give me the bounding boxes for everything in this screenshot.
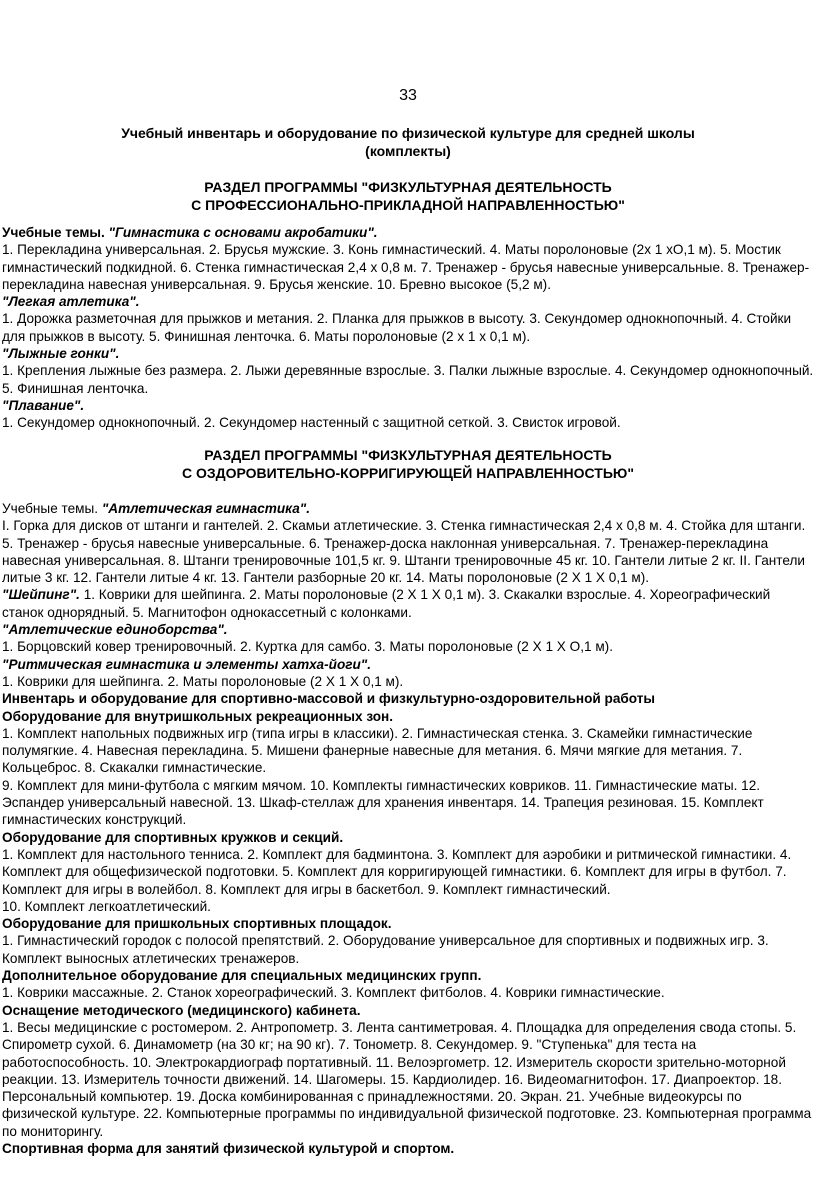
mass-work-heading: Инвентарь и оборудование для спортивно-массовой и физкультурно-оздоровительной работы [2,691,656,707]
themes-label: Учебные темы. [2,501,102,516]
medical-groups-items: 1. Коврики массажные. 2. Станок хореографический. 3. Комплект фитболов. 4. Коврики гимнастические. [2,985,665,1001]
section-1-heading-line-1: РАЗДЕЛ ПРОГРАММЫ "ФИЗКУЛЬТУРНАЯ ДЕЯТЕЛЬНОСТЬ [204,179,612,195]
combat-title: "Атлетические единоборства". [2,622,228,638]
shaping-title: "Шейпинг". [2,587,80,603]
shaping-theme [2,586,814,621]
medical-groups-heading: Дополнительное оборудование для специальных медицинских групп. [2,968,482,984]
section-2-heading [20,446,796,482]
section-1-body [2,224,814,432]
page-number: 33 [399,87,417,104]
cabinet-items: 1. Весы медицинские с ростомером. 2. Антропометр. 3. Лента сантиметровая. 4. Площадка для определения свода стопы. 5. Спирометр сухой. 6. Динамометр (на 30 кг; на 90 кг). 7. Тонометр. 8. Секундомер. 9. "Ступенька" для теста на работоспособность. 10. Электрокардиограф портативный. 11. Велоэргометр. 12. Измеритель скорости зрительно-моторной реакции. 13. Измеритель точности движений. 14. Шагомеры. 15. Кардиолидер. 16. Видеомагнитофон. 17. Диапроектор. 18. Персональный компьютер. 19. Доска комбинированная с принадлежностями. 20. Экран. 21. Учебные видеокурсы по физической культуре. 22. Компьютерные программы по индивидуальной физической подготовке. 23. Компьютерная программа по мониторингу. [2,1019,812,1139]
athletics-title: "Легкая атлетика". [2,294,140,310]
section-2-body [2,500,814,1157]
uniform-heading: Спортивная форма для занятий физической культурой и спортом. [2,1140,455,1156]
athletic-gym-title: "Атлетическая гимнастика". [101,501,311,516]
section-1-heading [20,178,796,214]
grounds-heading: Оборудование для пришкольных спортивных площадок. [2,916,392,932]
clubs-items-1: 1. Комплект для настольного тенниса. 2. Комплект для бадминтона. 3. Комплект для аэробики и ритмической гимнастики. 4. Комплект для общефизической подготовки. 5. Комплект для корригирующей гимнастики. 6. Комплект для игры в футбол. 7. Комплект для игры в волейбол. 8. Комплект для игры в баскетбол. 9. Комплект гимнастический. [2,846,792,897]
rhythm-items: 1. Коврики для шейпинга. 2. Маты поролоновые (2 Х 1 Х 0,1 м). [2,673,404,689]
document-title-line-1: Учебный инвентарь и оборудование по физической культуре для средней школы [121,125,695,141]
ski-items: 1. Крепления лыжные без размера. 2. Лыжи деревянные взрослые. 3. Палки лыжные взрослые. 4. Секундомер однокнопочный. 5. Финишная ленточка. [2,363,814,396]
clubs-heading: Оборудование для спортивных кружков и секций. [2,829,344,845]
athletics-items: 1. Дорожка разметочная для прыжков и метания. 2. Планка для прыжков в высоту. 3. Секундомер однокнопочный. 4. Стойки для прыжков в высоту. 5. Финишная ленточка. 6. Маты поролоновые (2 х 1 х 0,1 м). [2,311,792,344]
athletic-gym-items: I. Горка для дисков от штанги и гантелей. 2. Скамьи атлетические. 3. Стенка гимнастическая 2,4 х 0,8 м. 4. Стойка для штанги. 5. Тренажер - брусья навесные универсальные. 6. Тренажер-доска наклонная универсальная. 7. Тренажер-перекладина навесная универсальная. 8. Штанги тренировочные 101,5 кг. 9. Штанги тренировочные 45 кг. 10. Гантели литые 2 кг. II. Гантели литые 3 кг. 12. Гантели литые 4 кг. 13. Гантели разборные 20 кг. 14. Маты поролоновые (2 Х 1 Х 0,1 м). [2,518,806,586]
ski-title: "Лыжные гонки". [2,346,120,362]
section-2-heading-line-2: С ОЗДОРОВИТЕЛЬНО-КОРРИГИРУЮЩЕЙ НАПРАВЛЕННОСТЬЮ" [181,465,634,481]
gymnastics-title: "Гимнастика с основами акробатики". [108,225,378,240]
clubs-items-2: 10. Комплект легкоатлетический. [2,898,211,914]
cabinet-heading: Оснащение методического (медицинского) кабинета. [2,1002,361,1018]
recreation-heading: Оборудование для внутришкольных рекреационных зон. [2,708,394,724]
document-title-line-2: (комплекты) [365,143,451,159]
combat-items: 1. Борцовский ковер тренировочный. 2. Куртка для самбо. 3. Маты поролоновые (2 Х 1 Х О,1 м). [2,639,613,655]
gymnastics-items: 1. Перекладина универсальная. 2. Брусья мужские. 3. Конь гимнастический. 4. Маты поролоновые (2х 1 хО,1 м). 5. Мостик гимнастический подкидной. 6. Стенка гимнастическая 2,4 х 0,8 м. 7. Тренажер - брусья навесные универсальные. 8. Тренажер-перекладина навесная универсальная. 9. Брусья женские. 10. Бревно высокое (5,2 м). [2,242,810,292]
swimming-items: 1. Секундомер однокнопочный. 2. Секундомер настенный с защитной сеткой. 3. Свисток игровой. [2,415,621,431]
recreation-items-2: 9. Комплект для мини-футбола с мягким мячом. 10. Комплекты гимнастических ковриков. 11. Гимнастические маты. 12. Эспандер универсальный навесной. 13. Шкаф-стеллаж для хранения инвентаря. 14. Трапеция резиновая. 15. Комплект гимнастических конструкций. [2,777,764,828]
themes-label: Учебные темы. [2,225,109,240]
gymnastics-theme [2,224,814,241]
shaping-items: 1. Коврики для шейпинга. 2. Маты поролоновые (2 Х 1 Х 0,1 м). 3. Скакалки взрослые. 4. Хореографический станок однорядный. 5. Магнитофон однокассетный с колонками. [2,587,771,620]
section-2-heading-line-1: РАЗДЕЛ ПРОГРАММЫ "ФИЗКУЛЬТУРНАЯ ДЕЯТЕЛЬНОСТЬ [204,447,612,463]
athletic-gym-theme [2,500,814,517]
swimming-title: "Плавание". [2,397,85,413]
rhythm-title: "Ритмическая гимнастика и элементы хатха-йоги". [2,656,372,672]
section-1-heading-line-2: С ПРОФЕССИОНАЛЬНО-ПРИКЛАДНОЙ НАПРАВЛЕННОСТЬЮ" [191,197,625,213]
grounds-items: 1. Гимнастический городок с полосой препятствий. 2. Оборудование универсальное для спортивных и подвижных игр. 3. Комплект выносных атлетических тренажеров. [2,933,769,966]
document-title [20,124,796,160]
recreation-items-1: 1. Комплект напольных подвижных игр (типа игры в классики). 2. Гимнастическая стенка. 3. Скамейки гимнастические полумягкие. 4. Навесная перекладина. 5. Мишени фанерные навесные для метания. 6. Мячи мягкие для метания. 7. Кольцеброс. 8. Скакалки гимнастические. [2,725,753,776]
